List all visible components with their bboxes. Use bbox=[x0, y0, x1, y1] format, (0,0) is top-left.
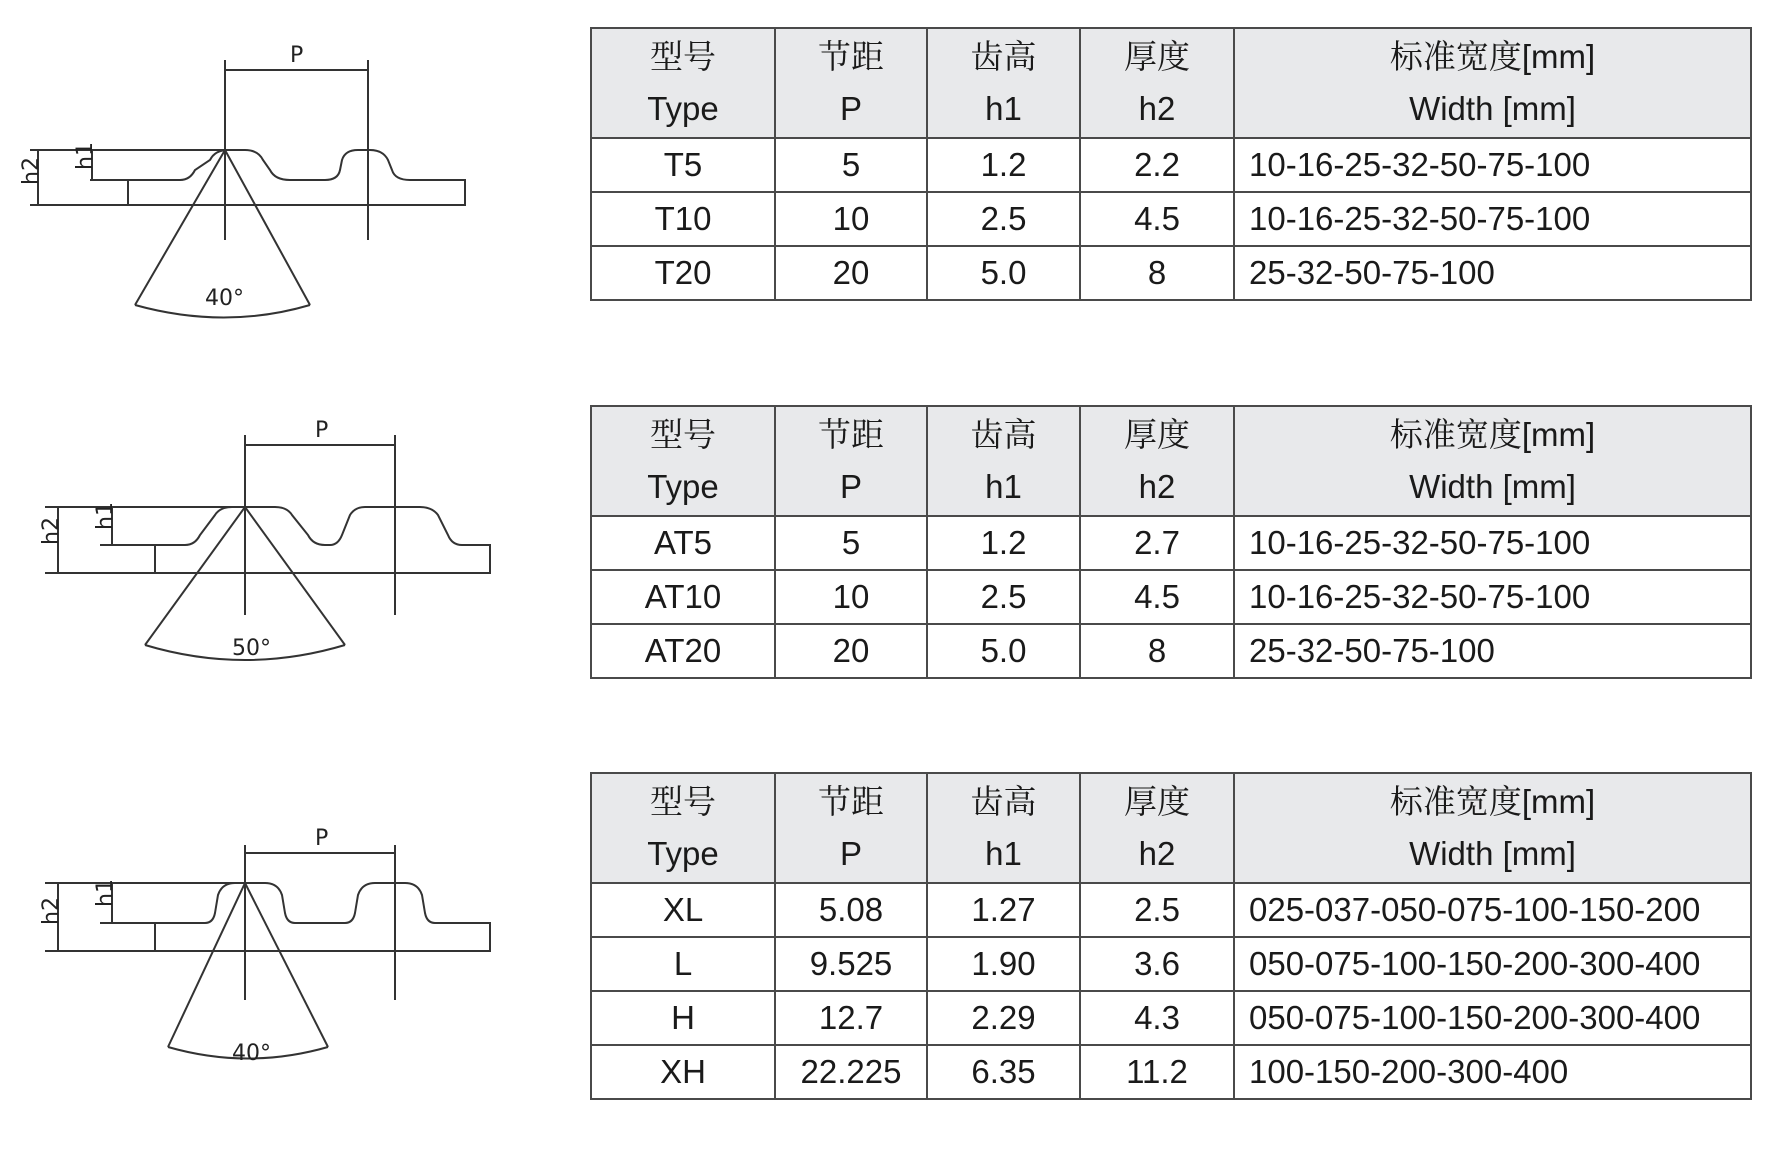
header-width: 标准宽度[mm] Width [mm] bbox=[1234, 28, 1751, 138]
belt-profile-drawing bbox=[0, 0, 560, 330]
cell-width: 10-16-25-32-50-75-100 bbox=[1234, 138, 1751, 192]
h2-label: h2 bbox=[39, 517, 64, 545]
cell-type: T10 bbox=[591, 192, 775, 246]
cell-width: 100-150-200-300-400 bbox=[1234, 1045, 1751, 1099]
cell-h1: 1.27 bbox=[927, 883, 1080, 937]
h2-label: h2 bbox=[19, 157, 44, 185]
cell-h2: 3.6 bbox=[1080, 937, 1234, 991]
cell-width: 25-32-50-75-100 bbox=[1234, 246, 1751, 300]
cell-h2: 2.7 bbox=[1080, 516, 1234, 570]
cell-h1: 1.2 bbox=[927, 516, 1080, 570]
cell-type: AT10 bbox=[591, 570, 775, 624]
header-h2: 厚度 h2 bbox=[1080, 773, 1234, 883]
tooth-angle-label: 40° bbox=[205, 286, 244, 311]
cell-h2: 4.5 bbox=[1080, 192, 1234, 246]
cell-h2: 8 bbox=[1080, 624, 1234, 678]
cell-width: 10-16-25-32-50-75-100 bbox=[1234, 570, 1751, 624]
header-h1: 齿高 h1 bbox=[927, 28, 1080, 138]
cell-h1: 5.0 bbox=[927, 246, 1080, 300]
cell-width: 050-075-100-150-200-300-400 bbox=[1234, 991, 1751, 1045]
cell-pitch: 22.225 bbox=[775, 1045, 927, 1099]
cell-h1: 1.90 bbox=[927, 937, 1080, 991]
cell-width: 10-16-25-32-50-75-100 bbox=[1234, 192, 1751, 246]
belt-profile-diagram-t bbox=[0, 0, 560, 330]
cell-pitch: 5.08 bbox=[775, 883, 927, 937]
cell-pitch: 10 bbox=[775, 570, 927, 624]
belt-profile-drawing bbox=[0, 375, 560, 705]
cell-width: 10-16-25-32-50-75-100 bbox=[1234, 516, 1751, 570]
table-header-row bbox=[591, 28, 1751, 138]
cell-type: T5 bbox=[591, 138, 775, 192]
table-header-row bbox=[591, 406, 1751, 516]
cell-type: H bbox=[591, 991, 775, 1045]
tooth-angle-label: 50° bbox=[232, 636, 271, 661]
table-header-row bbox=[591, 773, 1751, 883]
table-row bbox=[591, 1045, 1751, 1099]
cell-h2: 4.5 bbox=[1080, 570, 1234, 624]
header-pitch: 节距 P bbox=[775, 28, 927, 138]
cell-h2: 4.3 bbox=[1080, 991, 1234, 1045]
belt-profile-diagram-at bbox=[0, 375, 560, 705]
h1-label: h1 bbox=[73, 142, 98, 170]
cell-h2: 2.2 bbox=[1080, 138, 1234, 192]
h1-label: h1 bbox=[93, 879, 118, 907]
table-row bbox=[591, 991, 1751, 1045]
tooth-angle-label: 40° bbox=[232, 1041, 271, 1066]
table-row bbox=[591, 624, 1751, 678]
belt-profile-drawing bbox=[0, 745, 560, 1075]
header-type: 型号 Type bbox=[591, 773, 775, 883]
pitch-label: P bbox=[315, 826, 329, 851]
spec-table-imperial bbox=[590, 772, 1752, 1100]
header-type: 型号 Type bbox=[591, 28, 775, 138]
h1-label: h1 bbox=[93, 502, 118, 530]
cell-h1: 6.35 bbox=[927, 1045, 1080, 1099]
header-h1: 齿高 h1 bbox=[927, 773, 1080, 883]
header-h2: 厚度 h2 bbox=[1080, 406, 1234, 516]
table-row bbox=[591, 883, 1751, 937]
cell-h2: 2.5 bbox=[1080, 883, 1234, 937]
cell-h2: 11.2 bbox=[1080, 1045, 1234, 1099]
cell-type: XL bbox=[591, 883, 775, 937]
cell-h1: 2.5 bbox=[927, 570, 1080, 624]
header-width: 标准宽度[mm] Width [mm] bbox=[1234, 406, 1751, 516]
header-h1: 齿高 h1 bbox=[927, 406, 1080, 516]
header-pitch: 节距 P bbox=[775, 406, 927, 516]
header-pitch: 节距 P bbox=[775, 773, 927, 883]
cell-width: 025-037-050-075-100-150-200 bbox=[1234, 883, 1751, 937]
cell-h1: 2.29 bbox=[927, 991, 1080, 1045]
cell-pitch: 10 bbox=[775, 192, 927, 246]
pitch-label: P bbox=[315, 418, 329, 443]
cell-h1: 1.2 bbox=[927, 138, 1080, 192]
cell-type: T20 bbox=[591, 246, 775, 300]
cell-type: XH bbox=[591, 1045, 775, 1099]
table-row bbox=[591, 516, 1751, 570]
belt-profile-diagram-imperial bbox=[0, 745, 560, 1075]
cell-type: AT5 bbox=[591, 516, 775, 570]
spec-table-at bbox=[590, 405, 1752, 679]
cell-type: AT20 bbox=[591, 624, 775, 678]
cell-pitch: 12.7 bbox=[775, 991, 927, 1045]
cell-type: L bbox=[591, 937, 775, 991]
pitch-label: P bbox=[290, 43, 304, 68]
cell-pitch: 20 bbox=[775, 246, 927, 300]
h2-label: h2 bbox=[39, 897, 64, 925]
table-row bbox=[591, 246, 1751, 300]
cell-h1: 5.0 bbox=[927, 624, 1080, 678]
cell-pitch: 20 bbox=[775, 624, 927, 678]
cell-h2: 8 bbox=[1080, 246, 1234, 300]
cell-pitch: 5 bbox=[775, 138, 927, 192]
header-width: 标准宽度[mm] Width [mm] bbox=[1234, 773, 1751, 883]
cell-pitch: 9.525 bbox=[775, 937, 927, 991]
table-row bbox=[591, 192, 1751, 246]
cell-pitch: 5 bbox=[775, 516, 927, 570]
spec-table-t bbox=[590, 27, 1752, 301]
table-row bbox=[591, 138, 1751, 192]
cell-width: 050-075-100-150-200-300-400 bbox=[1234, 937, 1751, 991]
table-row bbox=[591, 570, 1751, 624]
cell-width: 25-32-50-75-100 bbox=[1234, 624, 1751, 678]
header-type: 型号 Type bbox=[591, 406, 775, 516]
cell-h1: 2.5 bbox=[927, 192, 1080, 246]
table-row bbox=[591, 937, 1751, 991]
header-h2: 厚度 h2 bbox=[1080, 28, 1234, 138]
